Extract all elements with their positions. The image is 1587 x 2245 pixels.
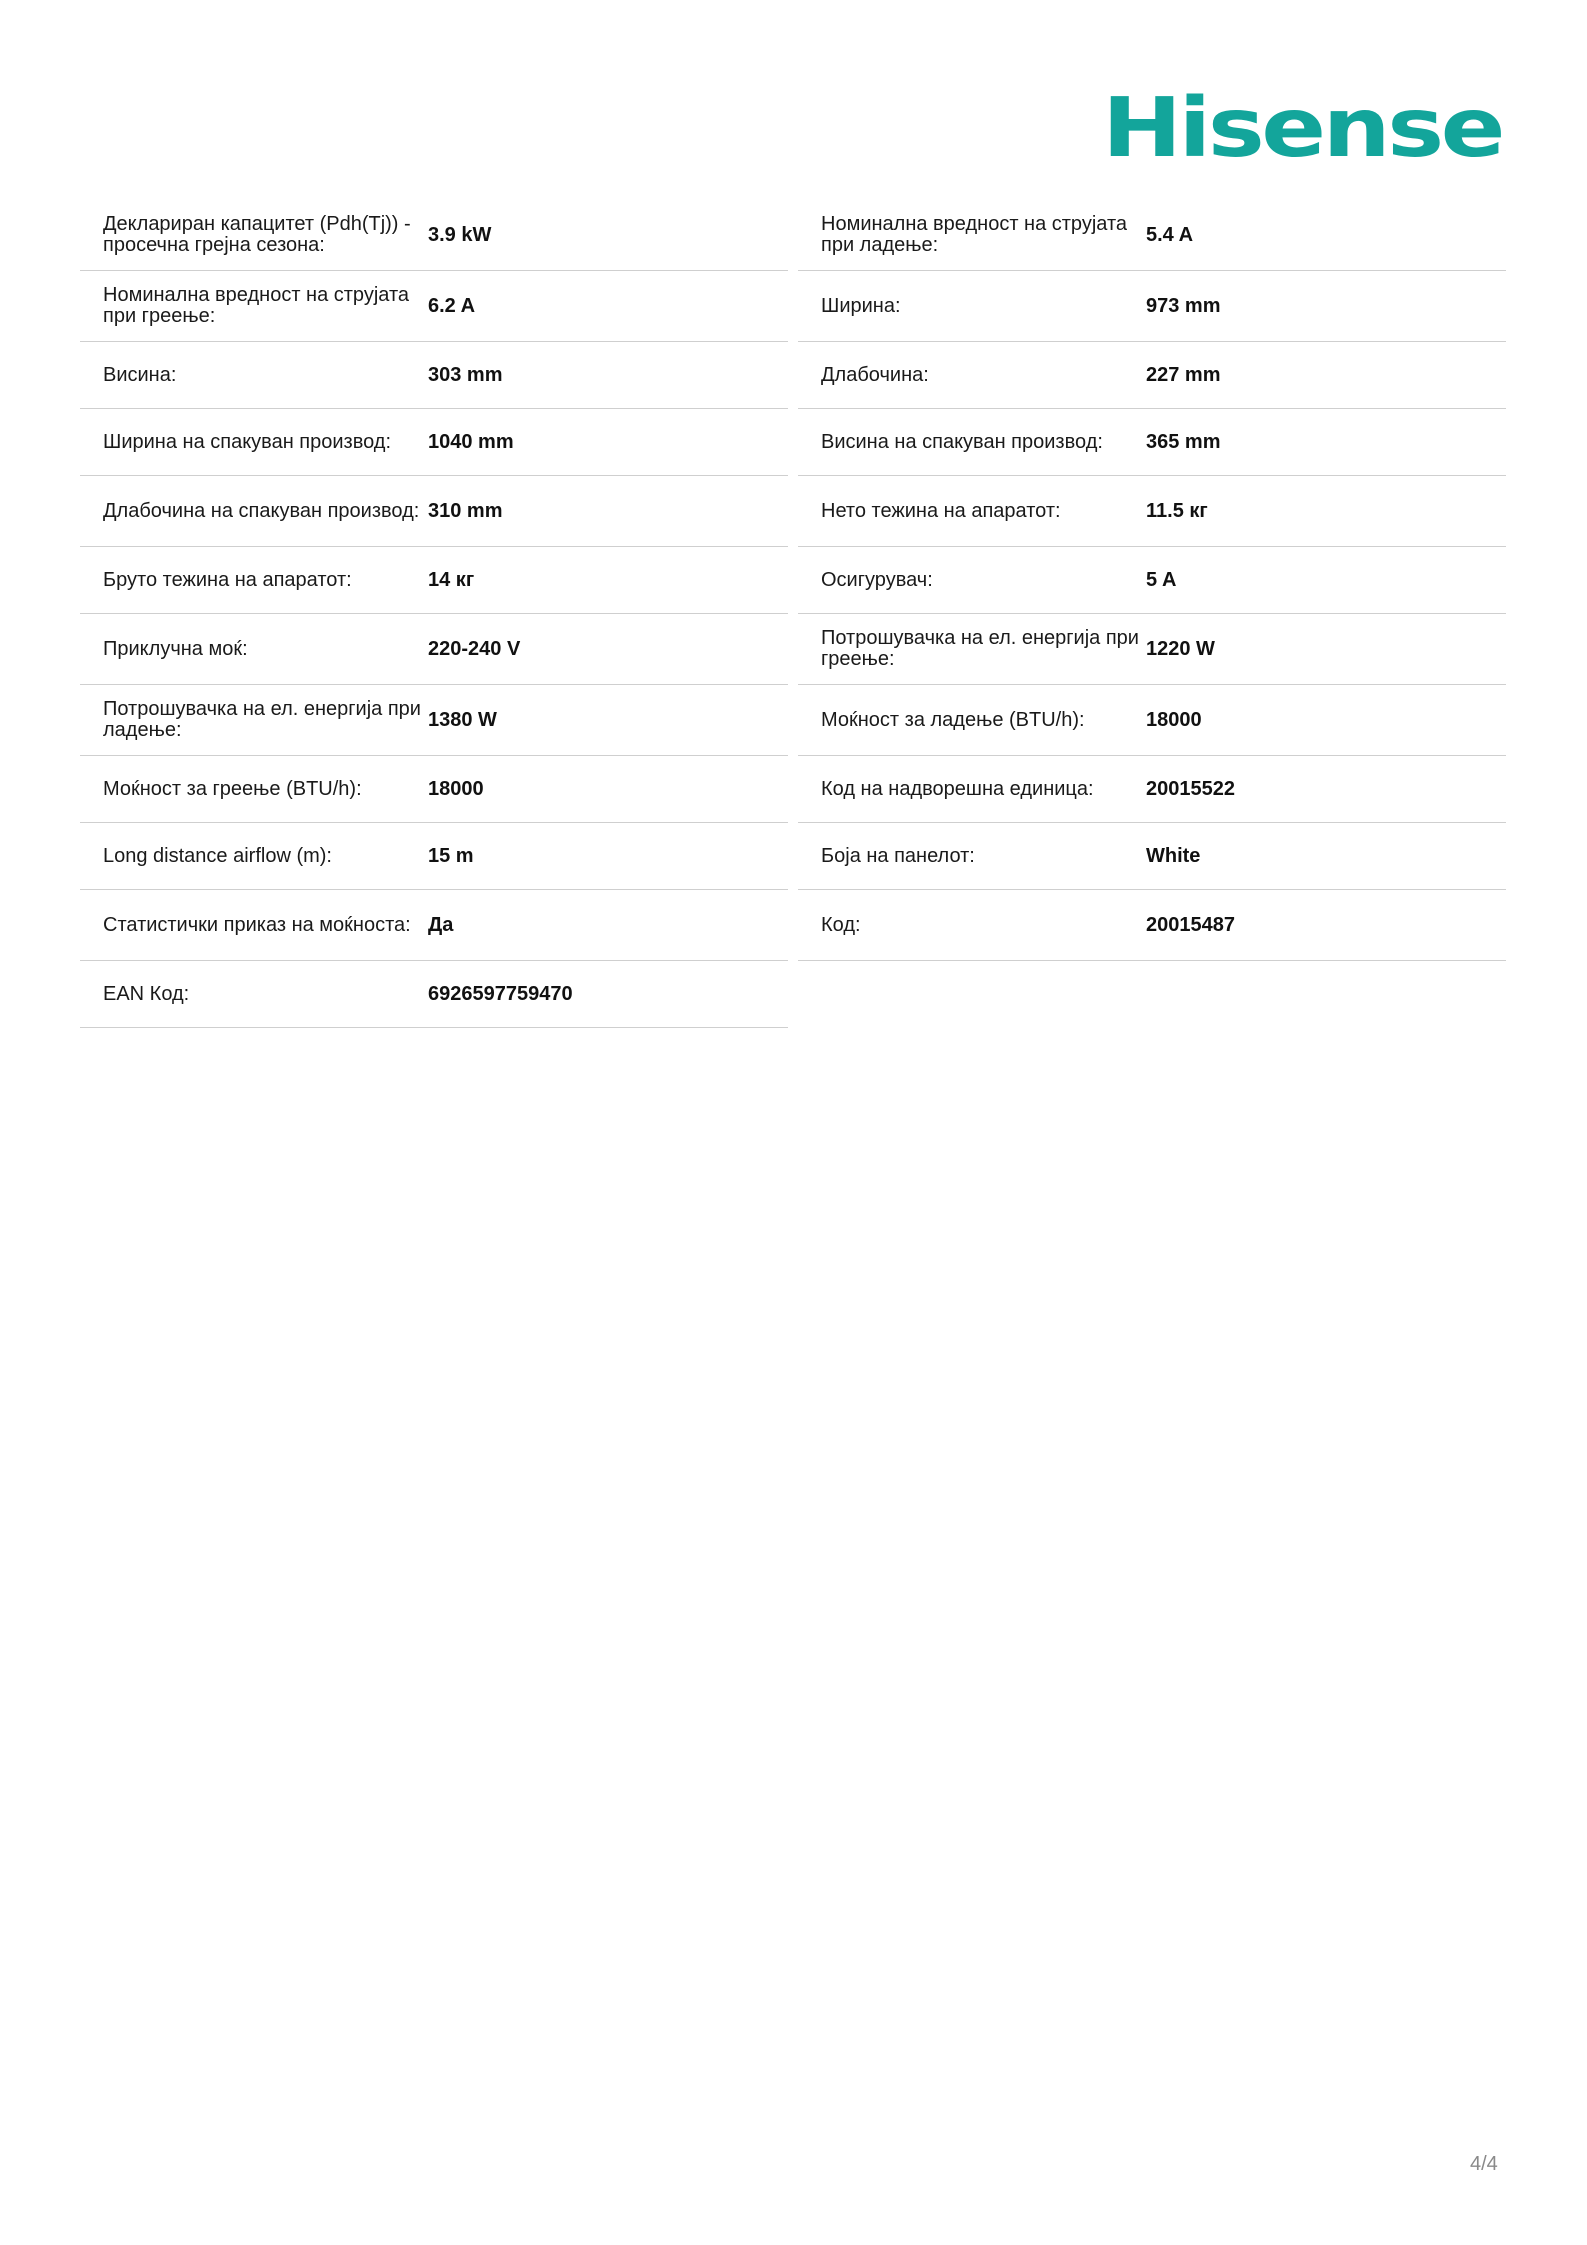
spec-value: 1040 mm bbox=[428, 430, 514, 453]
spec-label: Бруто тежина на апаратот: bbox=[103, 568, 352, 591]
spec-value: 11.5 кг bbox=[1146, 499, 1208, 522]
spec-value: 220-240 V bbox=[428, 637, 521, 660]
spec-row-depth bbox=[798, 342, 1506, 409]
spec-value: 1220 W bbox=[1146, 637, 1215, 660]
spec-row-packaged-depth bbox=[80, 476, 788, 547]
spec-value: 15 m bbox=[428, 844, 474, 867]
spec-row-ean-code bbox=[80, 961, 788, 1028]
spec-label: Код на надворешна единица: bbox=[821, 777, 1094, 800]
spec-label: Код: bbox=[821, 913, 861, 936]
spec-label: Висина: bbox=[103, 363, 177, 386]
spec-value: 5 A bbox=[1146, 568, 1177, 591]
spec-row-net-weight bbox=[798, 476, 1506, 547]
spec-label: Нето тежина на апаратот: bbox=[821, 499, 1061, 522]
spec-label: Номинална вредност на струјата при греење: bbox=[103, 284, 410, 327]
spec-table-right bbox=[798, 200, 1506, 961]
spec-label: Ширина: bbox=[821, 294, 901, 317]
spec-table-left bbox=[80, 200, 788, 1028]
svg-text:Hisense: Hisense bbox=[1102, 86, 1502, 168]
spec-label: Ширина на спакуван производ: bbox=[103, 430, 392, 453]
spec-row-panel-color bbox=[798, 823, 1506, 890]
spec-value: Да bbox=[428, 913, 454, 936]
spec-value: 303 mm bbox=[428, 363, 503, 386]
spec-row-heating-btu bbox=[80, 756, 788, 823]
spec-value: 18000 bbox=[1146, 708, 1202, 731]
spec-value: 20015487 bbox=[1146, 913, 1235, 936]
spec-value: 3.9 kW bbox=[428, 223, 492, 246]
spec-value: 20015522 bbox=[1146, 777, 1235, 800]
spec-row-packaged-height bbox=[798, 409, 1506, 476]
spec-label: Длабочина на спакуван производ: bbox=[103, 499, 420, 522]
spec-row-fuse bbox=[798, 547, 1506, 614]
spec-label: Потрошувачка на ел. енергија при ладење: bbox=[103, 698, 421, 741]
spec-label: Деклариран капацитет (Pdh(Tj)) - просечна грејна сезона: bbox=[103, 213, 411, 256]
spec-row-width bbox=[798, 271, 1506, 342]
spec-label: Приклучна моќ: bbox=[103, 637, 248, 660]
spec-value: White bbox=[1146, 844, 1201, 867]
spec-label: Статистички приказ на моќноста: bbox=[103, 913, 411, 936]
spec-value: 5.4 A bbox=[1146, 223, 1194, 246]
spec-value: 6926597759470 bbox=[428, 982, 573, 1005]
spec-row-cooling-current bbox=[798, 200, 1506, 271]
spec-label: Потрошувачка на ел. енергија при греење: bbox=[821, 627, 1139, 670]
spec-label: Длабочина: bbox=[821, 363, 929, 386]
spec-row-power-supply bbox=[80, 614, 788, 685]
spec-value: 18000 bbox=[428, 777, 484, 800]
spec-row-gross-weight bbox=[80, 547, 788, 614]
spec-row-heating-power-consumption bbox=[798, 614, 1506, 685]
spec-row-power-display bbox=[80, 890, 788, 961]
spec-label: Боја на панелот: bbox=[821, 844, 975, 867]
spec-label: Long distance airflow (m): bbox=[103, 844, 332, 867]
spec-label: EAN Код: bbox=[103, 982, 190, 1005]
hisense-logo bbox=[1100, 86, 1504, 168]
spec-row-heating-current bbox=[80, 271, 788, 342]
spec-label: Моќност за греење (BTU/h): bbox=[103, 777, 362, 800]
spec-row-height bbox=[80, 342, 788, 409]
spec-value: 365 mm bbox=[1146, 430, 1221, 453]
page-number: 4/4 bbox=[1470, 2153, 1498, 2175]
spec-label: Моќност за ладење (BTU/h): bbox=[821, 708, 1085, 731]
spec-row-cooling-power-consumption bbox=[80, 685, 788, 756]
spec-value: 1380 W bbox=[428, 708, 497, 731]
spec-row-airflow bbox=[80, 823, 788, 890]
spec-value: 973 mm bbox=[1146, 294, 1221, 317]
spec-label: Номинална вредност на струјата при ладење: bbox=[821, 213, 1128, 256]
spec-row-cooling-btu bbox=[798, 685, 1506, 756]
spec-label: Осигурувач: bbox=[821, 568, 933, 591]
spec-label: Висина на спакуван производ: bbox=[821, 430, 1103, 453]
spec-value: 310 mm bbox=[428, 499, 503, 522]
spec-value: 14 кг bbox=[428, 568, 475, 591]
spec-row-packaged-width bbox=[80, 409, 788, 476]
spec-row-heating-capacity bbox=[80, 200, 788, 271]
spec-row-outdoor-unit-code bbox=[798, 756, 1506, 823]
spec-row-product-code bbox=[798, 890, 1506, 961]
spec-value: 6.2 A bbox=[428, 294, 476, 317]
spec-value: 227 mm bbox=[1146, 363, 1221, 386]
